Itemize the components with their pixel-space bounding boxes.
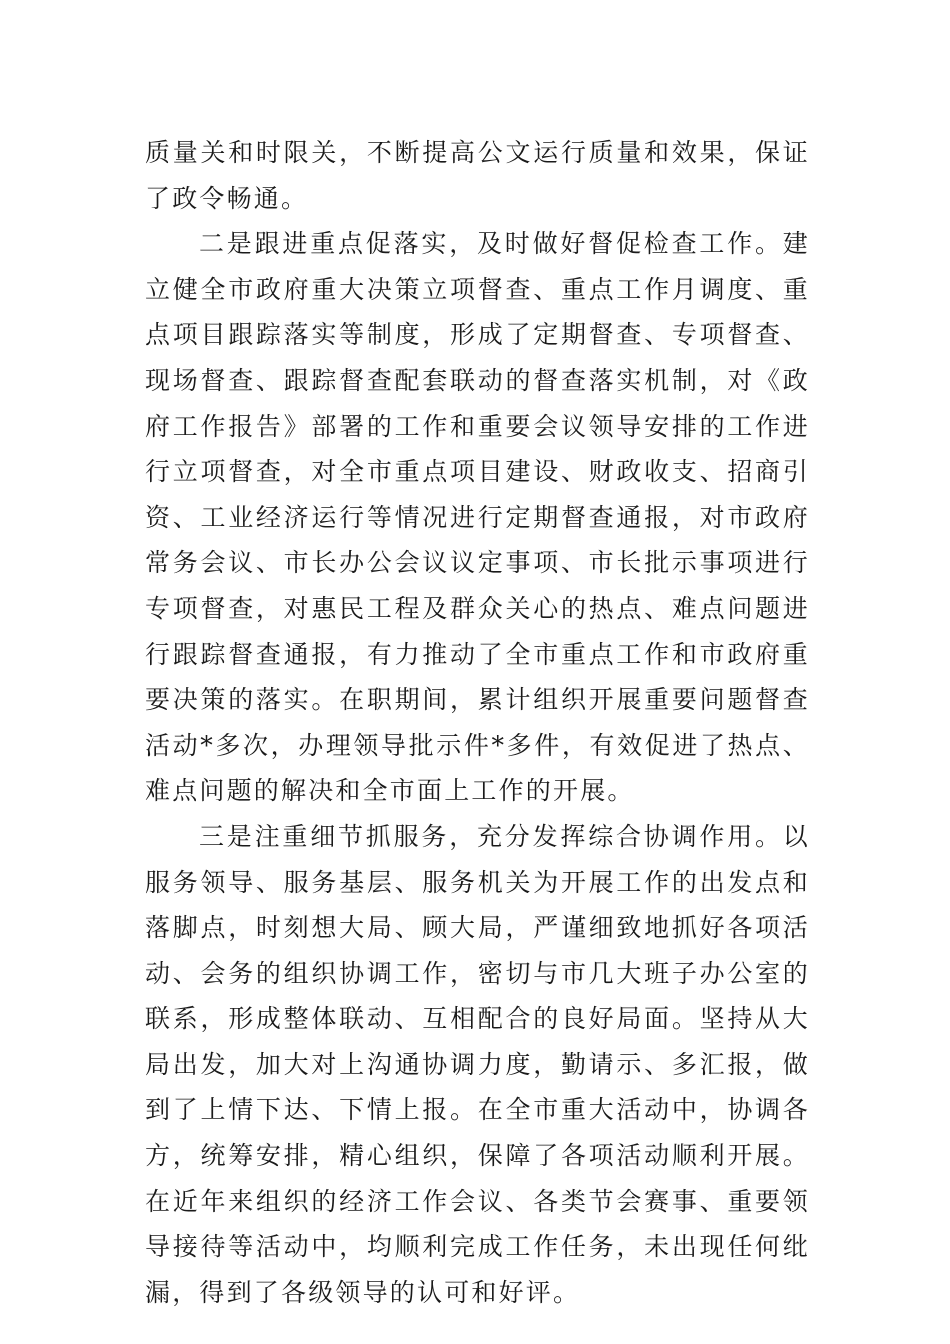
paragraph-continued: 质量关和时限关，不断提高公文运行质量和效果，保证了政令畅通。 bbox=[145, 138, 810, 213]
paragraph-coordination: 三是注重细节抓服务，充分发挥综合协调作用。以服务领导、服务基层、服务机关为开展工作的出发点和落脚点，时刻想大局、顾大局，严谨细致地抓好各项活动、会务的组织协调工作，密切与市几大班子办公室的联系，形成整体联动、互相配合的良好局面。坚持从大局出发，加大对上沟通协调力度，勤请示、多汇报，做到了上情下达、下情上报。在全市重大活动中，协调各方，统筹安排，精心组织，保障了各项活动顺利开展。在近年来组织的经济工作会议、各类节会赛事、重要领导接待等活动中，均顺利完成工作任务，未出现任何纰漏，得到了各级领导的认可和好评。 bbox=[145, 821, 810, 1307]
document-body bbox=[145, 130, 810, 1315]
paragraph-supervision: 二是跟进重点促落实，及时做好督促检查工作。建立健全市政府重大决策立项督查、重点工作月调度、重点项目跟踪落实等制度，形成了定期督查、专项督查、现场督查、跟踪督查配套联动的督查落实机制，对《政府工作报告》部署的工作和重要会议领导安排的工作进行立项督查，对全市重点项目建设、财政收支、招商引资、工业经济运行等情况进行定期督查通报，对市政府常务会议、市长办公会议议定事项、市长批示事项进行专项督查，对惠民工程及群众关心的热点、难点问题进行跟踪督查通报，有力推动了全市重点工作和市政府重要决策的落实。在职期间，累计组织开展重要问题督查活动*多次，办理领导批示件*多件，有效促进了热点、难点问题的解决和全市面上工作的开展。 bbox=[145, 229, 810, 806]
